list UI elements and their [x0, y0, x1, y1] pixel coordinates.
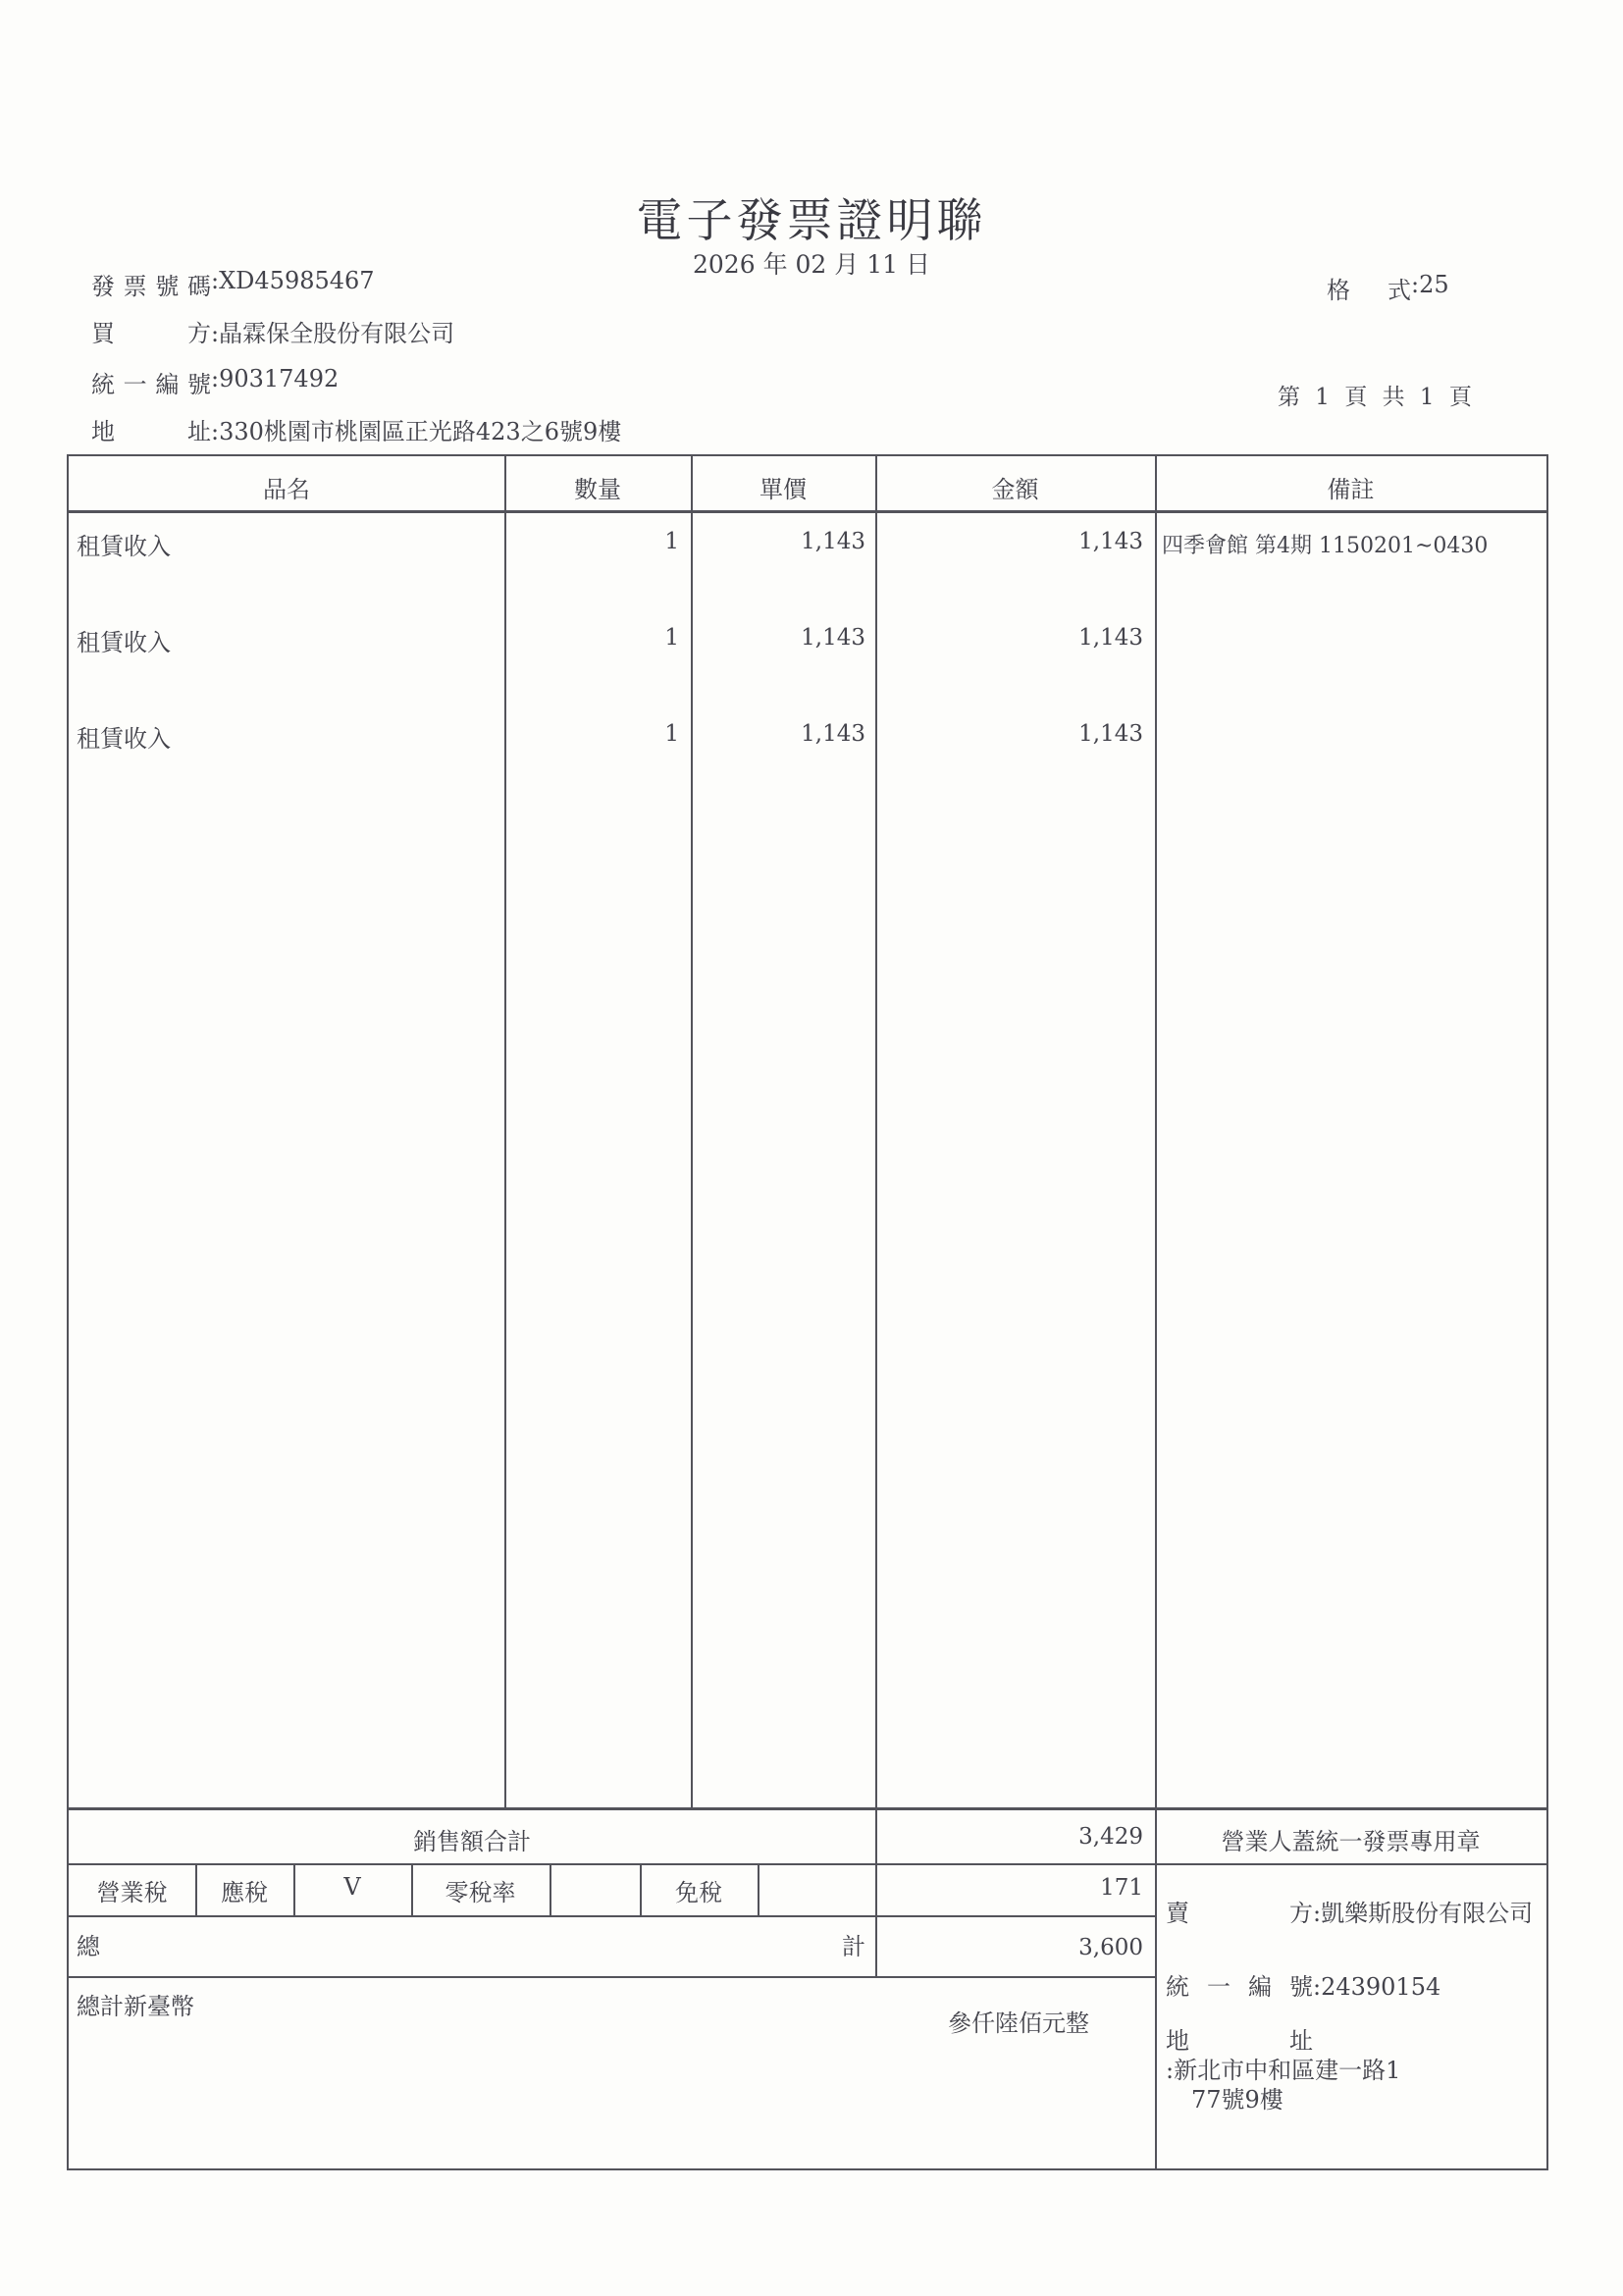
invoice-date: 2026 年 02 月 11 日 [693, 250, 930, 279]
grid-line-taxrow-bottom [69, 1915, 1155, 1917]
format-value: :25 [1411, 271, 1449, 298]
item-unit-price: 1,143 [801, 625, 865, 651]
grid-line-header-bottom [69, 510, 1546, 513]
total-in-words-value: 參仟陸佰元整 [948, 2009, 1089, 2037]
seller-name-label: 賣方 [1166, 1900, 1313, 1927]
taxrow-line-4 [550, 1863, 551, 1915]
buyer-name-line [91, 314, 454, 348]
zero-rate-label: 零稅率 [445, 1879, 516, 1906]
seller-address-line1: :新北市中和區建一路1 [1166, 2057, 1401, 2084]
page-indicator: 第 1 頁 共 1 頁 [1278, 385, 1476, 410]
item-qty: 1 [664, 625, 679, 651]
buyer-taxid-line [91, 365, 339, 399]
seller-address-line2: 77號9樓 [1191, 2086, 1283, 2113]
item-amount: 1,143 [1078, 721, 1143, 747]
item-qty: 1 [664, 529, 679, 554]
grand-total-amount: 3,600 [1078, 1935, 1143, 1960]
seller-name-line [1166, 1899, 1533, 1928]
tax-amount: 171 [1100, 1875, 1143, 1901]
sales-total-amount: 3,429 [1078, 1824, 1143, 1850]
document-title: 電子發票證明聯 [636, 194, 987, 248]
col-header-name: 品名 [263, 476, 310, 503]
grid-line-price-amount [875, 456, 877, 1976]
seller-address-line [1166, 2026, 1546, 2114]
col-header-unit-price: 單價 [759, 476, 807, 503]
item-unit-price: 1,143 [801, 721, 865, 747]
grand-total-label-right: 計 [842, 1933, 865, 1960]
item-name: 租賃收入 [77, 533, 171, 560]
total-in-words-label: 總計新臺幣 [77, 1993, 194, 2020]
seller-address-label: 地址 [1166, 2027, 1313, 2055]
invoice-number-line [91, 267, 375, 301]
buyer-taxid-value: :90317492 [211, 365, 340, 392]
item-unit-price: 1,143 [801, 529, 865, 554]
buyer-name-label: 買方 [91, 320, 211, 347]
grand-total-label-left: 總 [77, 1933, 100, 1960]
format-line [1327, 271, 1449, 305]
item-remark: 四季會館 第4期 1150201~0430 [1162, 534, 1489, 558]
seller-taxid-line [1166, 1972, 1440, 2002]
item-name: 租賃收入 [77, 725, 171, 753]
col-header-amount: 金額 [991, 476, 1039, 503]
buyer-name-value: :晶霖保全股份有限公司 [211, 320, 455, 347]
seller-stamp-label: 營業人蓋統一發票專用章 [1221, 1828, 1481, 1855]
tax-exempt-label: 免稅 [675, 1879, 722, 1906]
grid-line-salesrow-bottom [69, 1863, 1546, 1865]
taxable-checkmark: V [343, 1873, 361, 1901]
col-header-qty: 數量 [574, 476, 621, 503]
buyer-address-line [91, 412, 621, 446]
buyer-taxid-label: 統一編號 [91, 371, 211, 398]
sales-total-label: 銷售額合計 [413, 1828, 531, 1855]
item-amount: 1,143 [1078, 625, 1143, 651]
invoice-table [67, 454, 1548, 2170]
grid-line-totalrow-bottom [69, 1976, 1155, 1978]
seller-address-value [1166, 2056, 1400, 2114]
item-qty: 1 [664, 721, 679, 747]
format-label: 格式 [1327, 277, 1411, 304]
taxable-label: 應稅 [221, 1879, 268, 1906]
grid-line-amount-remark [1155, 456, 1157, 2168]
seller-taxid-value: :24390154 [1313, 1973, 1441, 2001]
invoice-number-label: 發票號碼 [91, 273, 211, 300]
buyer-address-label: 地址 [91, 418, 211, 445]
buyer-address-value: :330桃園市桃園區正光路423之6號9樓 [211, 418, 622, 445]
seller-taxid-label: 統一編號 [1166, 1973, 1313, 2001]
grid-line-name-qty [504, 456, 506, 1807]
item-amount: 1,143 [1078, 529, 1143, 554]
seller-name-value: :凱樂斯股份有限公司 [1313, 1900, 1534, 1927]
business-tax-label: 營業稅 [96, 1879, 168, 1906]
col-header-remark: 備註 [1327, 476, 1375, 503]
invoice-number-value: :XD45985467 [211, 267, 375, 294]
taxrow-line-6 [758, 1863, 759, 1915]
grid-line-qty-price [691, 456, 693, 1807]
item-name: 租賃收入 [77, 629, 171, 656]
grid-line-totals-top [69, 1807, 1546, 1810]
